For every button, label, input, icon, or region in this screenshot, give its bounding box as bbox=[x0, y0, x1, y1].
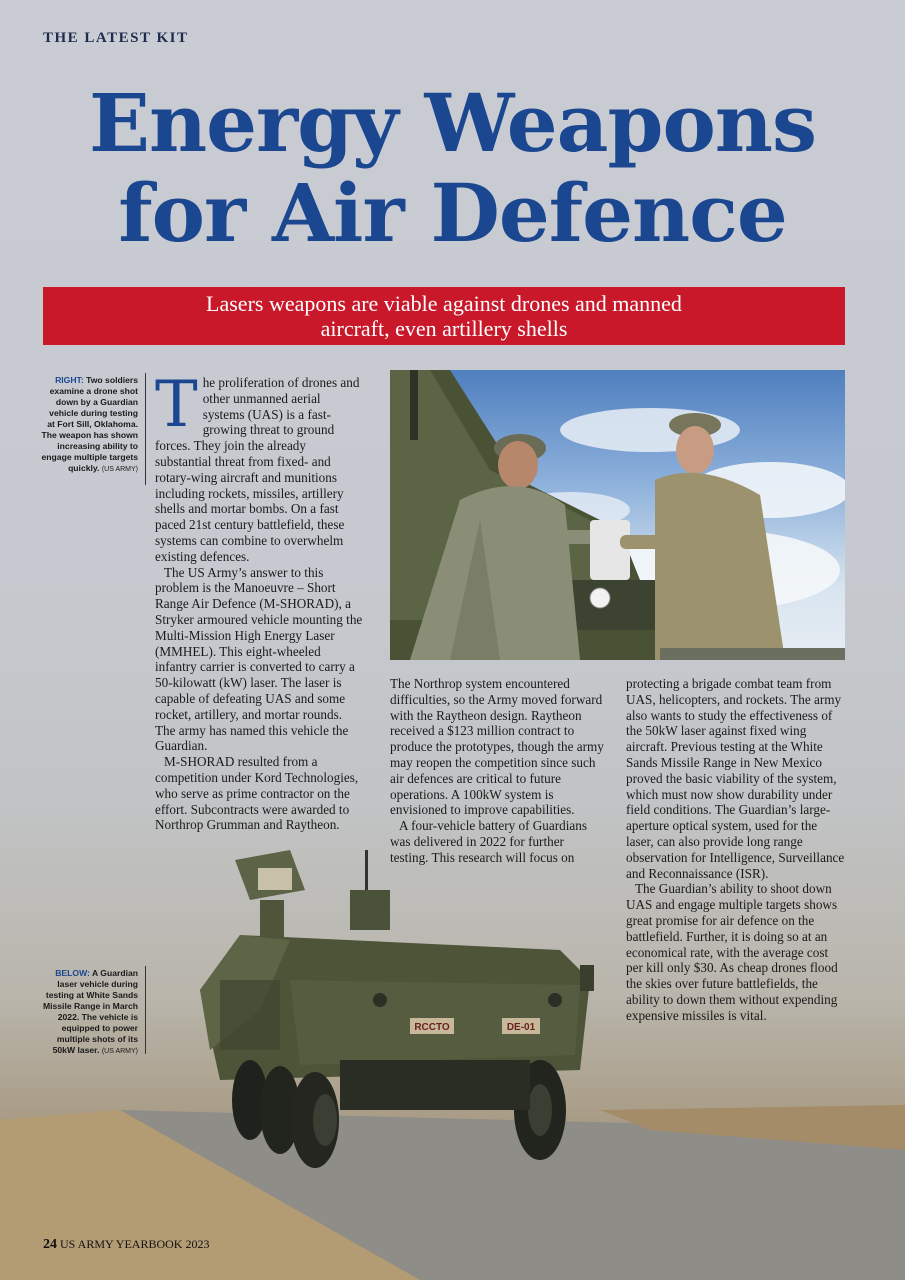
section-kicker: THE LATEST KIT bbox=[43, 30, 189, 46]
paragraph: A four-vehicle battery of Guardians was delivered in 2022 for further testing. This research will focus on bbox=[390, 818, 587, 865]
paragraph: protecting a brigade combat team from UAS, helicopters, and rockets. The army also wants to study the effectiveness of the 50kW laser against fixed wing aircraft. Previous testing at the White Sands Missile Range in New Mexico proved the basic viability of the system, which must now show durability under field conditions. The Guardian’s large-aperture optical system, used for the laser, can also provide long range observation for Intelligence, Surveillance and Reconnaissance (ISR). bbox=[626, 676, 845, 881]
standfirst-line-1: Lasers weapons are viable against drones and manned bbox=[206, 291, 682, 316]
drop-cap: T bbox=[155, 368, 198, 442]
soldiers-photo bbox=[390, 370, 845, 660]
stryker-illustration bbox=[180, 840, 620, 1180]
caption-divider bbox=[145, 373, 146, 485]
article-column-1 bbox=[155, 368, 365, 833]
caption-below bbox=[40, 968, 138, 1057]
publication-name: US ARMY YEARBOOK 2023 bbox=[60, 1237, 210, 1251]
headline bbox=[0, 78, 905, 258]
caption-right-lead: RIGHT: bbox=[55, 375, 84, 385]
standfirst-line-2: aircraft, even artillery shells bbox=[320, 316, 568, 341]
article-column-2 bbox=[390, 676, 605, 866]
plate-rccto: RCCTO bbox=[414, 1022, 450, 1033]
page-number: 24 bbox=[43, 1237, 57, 1252]
paragraph: The US Army’s answer to this problem is the Manoeuvre – Short Range Air Defence (M-SHORAD), a Stryker armoured vehicle mounting the Multi-Mission High Energy Laser (MMHEL). This eight-wheeled infantry carrier is converted to carry a 50-kilowatt (kW) laser. The laser is capable of defeating UAS and some rocket, artillery, and mortar rounds. The army has named this vehicle the Guardian. bbox=[155, 564, 363, 754]
standfirst-banner bbox=[43, 287, 845, 345]
caption-below-credit: (US ARMY) bbox=[101, 1048, 138, 1055]
paragraph: he proliferation of drones and other unmanned aerial systems (UAS) is a fast-growing threat to ground forces. They join the already substantial threat from fixed- and rotary-wing aircraft and munitions including rockets, missiles, artillery shells and mortar bombs. On a fast paced 21st century battlefield, these systems can combine to overwhelm existing defences. bbox=[155, 375, 360, 564]
caption-below-lead: BELOW: bbox=[55, 968, 90, 978]
caption-divider bbox=[145, 966, 146, 1054]
caption-right bbox=[40, 375, 138, 475]
headline-line-1: Energy Weapons bbox=[88, 76, 816, 170]
soldiers-illustration bbox=[390, 370, 845, 660]
guardian-vehicle bbox=[180, 840, 620, 1180]
page-footer bbox=[43, 1237, 209, 1253]
paragraph: The Guardian’s ability to shoot down UAS and engage multiple targets shows great promise for air defence on the battlefield. Further, it is doing so at an economical rate, with the average cost per kill only $30. As cheap drones flood the skies over future battlefields, the ability to down them without expending expensive missiles is vital. bbox=[626, 881, 838, 1023]
plate-de01: DE-01 bbox=[506, 1022, 536, 1033]
article-column-3 bbox=[626, 676, 846, 1024]
paragraph: The Northrop system encountered difficulties, so the Army moved forward with the Raytheon design. Raytheon received a $123 million contract to produce the prototypes, though the army may reopen the competition since such air defences are critical to future operations. A 100kW system is envisioned to improve capabilities. bbox=[390, 676, 604, 818]
caption-right-credit: (US ARMY) bbox=[101, 466, 138, 473]
headline-line-2: for Air Defence bbox=[118, 166, 787, 260]
caption-below-text: A Guardian laser vehicle during testing at White Sands Missile Range in March 2022. The vehicle is equipped to power multiple shots of its 50kW laser. bbox=[42, 968, 138, 1055]
caption-right-text: Two soldiers examine a drone shot down by a Guardian vehicle during testing at Fort Sill, Oklahoma. The weapon has shown increasing ability to engage multiple targets quickly. bbox=[41, 375, 138, 473]
paragraph: M-SHORAD resulted from a competition under Kord Technologies, who serve as prime contractor on the effort. Subcontracts were awarded to Northrop Grumman and Raytheon. bbox=[155, 754, 359, 833]
